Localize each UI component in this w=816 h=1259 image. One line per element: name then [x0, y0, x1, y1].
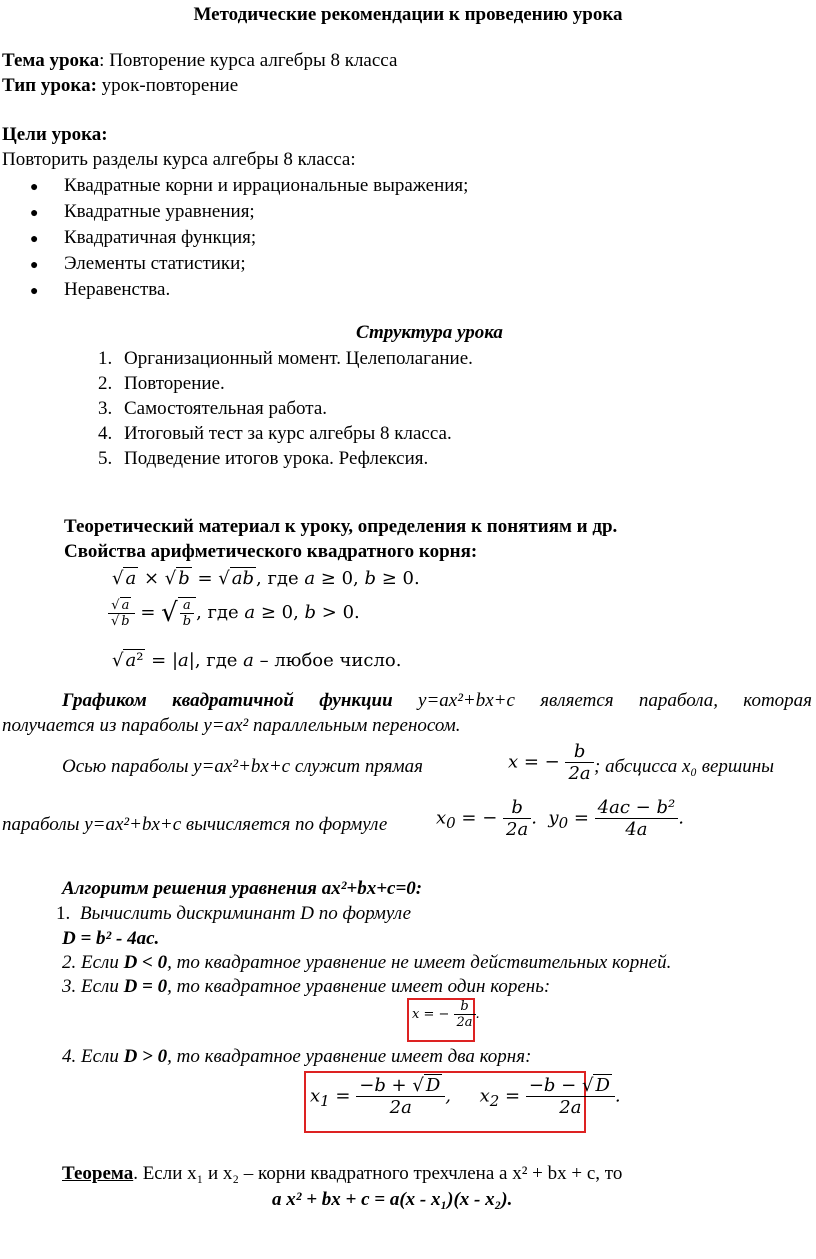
algorithm-step-2: 2. Если D < 0, то квадратное уравнение не имеет действительных корней. — [62, 952, 672, 973]
list-item: Повторение. — [124, 373, 225, 394]
type-line — [2, 75, 238, 97]
list-item: Квадратичная функция; — [64, 227, 257, 248]
sqrt-property-2: $\frac{\text{√ 𝑎}}{\text{√ 𝑏}}$ = √ $\frac{\text{𝑎}}{\text{𝑏}}$ , где 𝑎 ≥ 0, 𝑏 > 0. — [108, 597, 360, 629]
bullet-icon: ● — [30, 206, 39, 221]
bullet-icon: ● — [30, 180, 39, 195]
parabola-line-2: получается из параболы y=ax² параллельным переносом. — [2, 715, 461, 736]
type-value: урок-повторение — [96, 75, 239, 96]
parabola-line-1 — [4, 690, 812, 712]
list-number: 2. — [98, 373, 113, 394]
list-item: Организационный момент. Целеполагание. — [124, 348, 473, 369]
list-number: 5. — [98, 448, 113, 469]
bullet-icon: ● — [30, 258, 39, 273]
algorithm-step-1: Вычислить дискриминант D по формуле — [80, 903, 412, 924]
list-item: Квадратные корни и иррациональные выражения; — [64, 175, 469, 196]
one-root-formula: x = − $\frac{b}{2a}$ . — [412, 999, 480, 1030]
property-3-condition: , где 𝑎 – любое число. — [194, 650, 402, 671]
parabola-lead: Графиком квадратичной функции — [62, 690, 393, 711]
algorithm-step-3: 3. Если D = 0, то квадратное уравнение имеет один корень: — [62, 976, 551, 997]
axis-text: Осью параболы y=ax²+bx+c служит прямая — [62, 756, 423, 777]
theorem-line — [62, 1163, 622, 1185]
discriminant-formula: D = b² - 4ac. — [62, 928, 160, 949]
property-1-condition: , где 𝑎 ≥ 0, 𝑏 ≥ 0. — [256, 568, 420, 589]
list-item: Неравенства. — [64, 279, 171, 300]
theorem-label: Теорема — [62, 1163, 134, 1184]
list-item: Квадратные уравнения; — [64, 201, 255, 222]
property-2-condition: , где 𝑎 ≥ 0, 𝑏 > 0. — [196, 602, 360, 623]
theorem-formula: a x² + bx + c = a(x - x₁)(x - x₂). — [272, 1189, 513, 1210]
structure-heading: Структура урока — [356, 322, 503, 343]
topic-value: : Повторение курса алгебры 8 класса — [99, 50, 398, 71]
list-item: Элементы статистики; — [64, 253, 246, 274]
formula-text: параболы y=ax²+bx+c вычисляется по формуле — [2, 814, 388, 835]
parabola-rest: y=ax²+bx+c является парабола, которая — [418, 690, 813, 711]
page-title: Методические рекомендации к проведению урока — [193, 4, 623, 25]
abscissa-text: ; абсцисса x₀ вершины — [594, 756, 775, 777]
topic-line — [2, 50, 397, 72]
list-number: 1. — [98, 348, 113, 369]
sqrt-property-1: √ 𝑎 × √ 𝑏 = √ 𝑎𝑏 , где 𝑎 ≥ 0, 𝑏 ≥ 0. — [112, 568, 420, 589]
theorem-text: . Если x₁ и x₂ – корни квадратного трехчлена a x² + bx + c, то — [133, 1163, 623, 1184]
list-number: 4. — [98, 423, 113, 444]
type-label: Тип урока: — [2, 75, 97, 96]
list-number: 3. — [98, 398, 113, 419]
list-item: Итоговый тест за курс алгебры 8 класса. — [124, 423, 452, 444]
sqrt-property-3: √ 𝑎² = |𝑎|, где 𝑎 – любое число. — [112, 650, 402, 671]
two-roots-formula: $x_1$ = $\frac{-b + √ D}{2a}$ , $x_2$ = $\frac{-b - √ D}{2a}$ . — [310, 1075, 621, 1118]
sqrt-heading: Свойства арифметического квадратного корня: — [64, 541, 478, 562]
goals-intro: Повторить разделы курса алгебры 8 класса: — [2, 149, 356, 170]
bullet-icon: ● — [30, 232, 39, 247]
axis-formula: x = − $\frac{b}{2a}$ — [508, 741, 594, 784]
goals-heading: Цели урока: — [2, 124, 108, 145]
algorithm-step-4: 4. Если D > 0, то квадратное уравнение имеет два корня: — [62, 1046, 532, 1067]
topic-label: Тема урока — [2, 50, 100, 71]
list-item: Подведение итогов урока. Рефлексия. — [124, 448, 429, 469]
algorithm-heading: Алгоритм решения уравнения ax²+bx+c=0: — [62, 878, 423, 899]
theory-heading: Теоретический материал к уроку, определения к понятиям и др. — [64, 516, 618, 537]
algorithm-step-number: 1. — [56, 903, 71, 924]
bullet-icon: ● — [30, 284, 39, 299]
vertex-formula: $x_0$ = − $\frac{b}{2a}$ . $y_0$ = $\frac{\text{4ac − b²}}{4a}$ . — [436, 797, 684, 840]
list-item: Самостоятельная работа. — [124, 398, 328, 419]
